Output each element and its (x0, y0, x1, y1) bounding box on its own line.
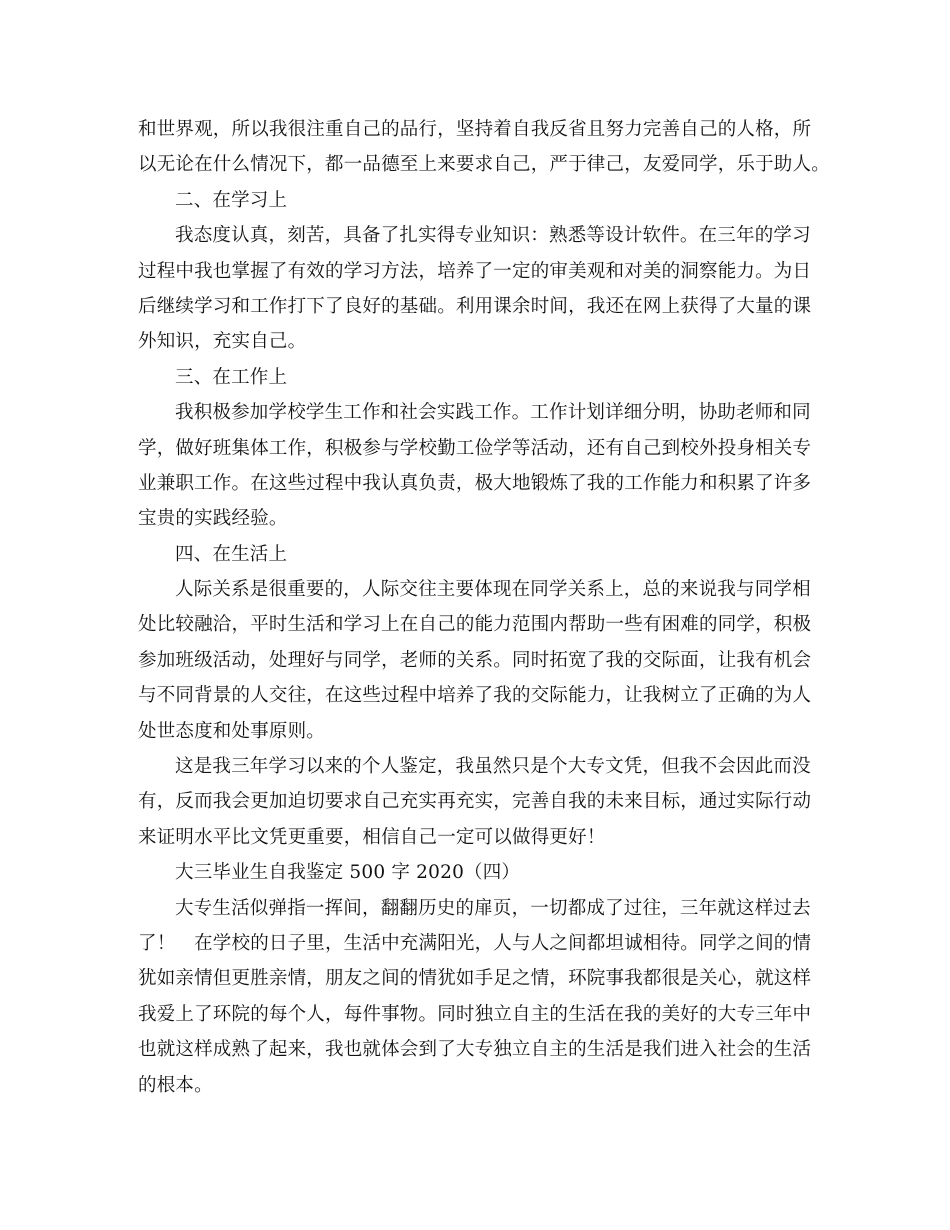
text-line: 外知识，充实自己。 (138, 331, 307, 353)
text-line: 来证明水平比文凭更重要，相信自己一定可以做得更好！ (138, 826, 606, 848)
text-line: 大专生活似弹指一挥间，翻翻历史的扉页，一切都成了过往，三年就这样过去 (175, 897, 811, 919)
text-line: 与不同背景的人交往，在这些过程中培养了我的交际能力，让我树立了正确的为人 (138, 685, 812, 707)
text-line: 以无论在什么情况下，都一品德至上来要求自己，严于律己，友爱同学，乐于助人。 (138, 154, 830, 176)
text-line: 后继续学习和工作打下了良好的基础。利用课余时间，我还在网上获得了大量的课 (138, 295, 812, 317)
body-text (138, 112, 830, 1103)
text-line: 处世态度和处事原则。 (138, 720, 326, 742)
text-line: 的根本。 (138, 1074, 213, 1096)
text-line: 学，做好班集体工作，积极参与学校勤工俭学等活动，还有自己到校外投身相关专 (138, 437, 812, 459)
text-line: 业兼职工作。在这些过程中我认真负责，极大地锻炼了我的工作能力和积累了许多 (138, 472, 812, 494)
section-heading-life: 四、在生活上 (175, 543, 288, 565)
text-line: 也就这样成熟了起来，我也就体会到了大专独立自主的生活是我们进入社会的生活 (138, 1039, 812, 1061)
text-line: 我态度认真，刻苦，具备了扎实得专业知识：熟悉等设计软件。在三年的学习 (175, 225, 811, 247)
text-line: 我积极参加学校学生工作和社会实践工作。工作计划详细分明，协助老师和同 (175, 402, 811, 424)
text-line: 过程中我也掌握了有效的学习方法，培养了一定的审美观和对美的洞察能力。为日 (138, 260, 812, 282)
section-heading-study: 二、在学习上 (175, 189, 288, 211)
article-heading: 大三毕业生自我鉴定 500 字 2020（四） (175, 862, 521, 884)
text-line: 犹如亲情但更胜亲情，朋友之间的情犹如手足之情，环院事我都很是关心，就这样 (138, 968, 812, 990)
text-line: 参加班级活动，处理好与同学，老师的关系。同时拓宽了我的交际面，让我有机会 (138, 649, 812, 671)
text-line: 了！ 在学校的日子里，生活中充满阳光，人与人之间都坦诚相待。同学之间的情 (138, 932, 812, 954)
text-line: 处比较融洽，平时生活和学习上在自己的能力范围内帮助一些有困难的同学，积极 (138, 614, 812, 636)
text-line: 这是我三年学习以来的个人鉴定，我虽然只是个大专文凭，但我不会因此而没 (175, 756, 811, 778)
text-line: 有，反而我会更加迫切要求自己充实再充实，完善自我的未来目标，通过实际行动 (138, 791, 812, 813)
section-heading-work: 三、在工作上 (175, 366, 288, 388)
text-line: 我爱上了环院的每个人，每件事物。同时独立自主的生活在我的美好的大专三年中 (138, 1003, 812, 1025)
text-line: 和世界观，所以我很注重自己的品行，坚持着自我反省且努力完善自己的人格，所 (138, 119, 812, 140)
text-line: 宝贵的实践经验。 (138, 508, 288, 530)
text-line: 人际关系是很重要的，人际交往主要体现在同学关系上，总的来说我与同学相 (175, 579, 811, 601)
